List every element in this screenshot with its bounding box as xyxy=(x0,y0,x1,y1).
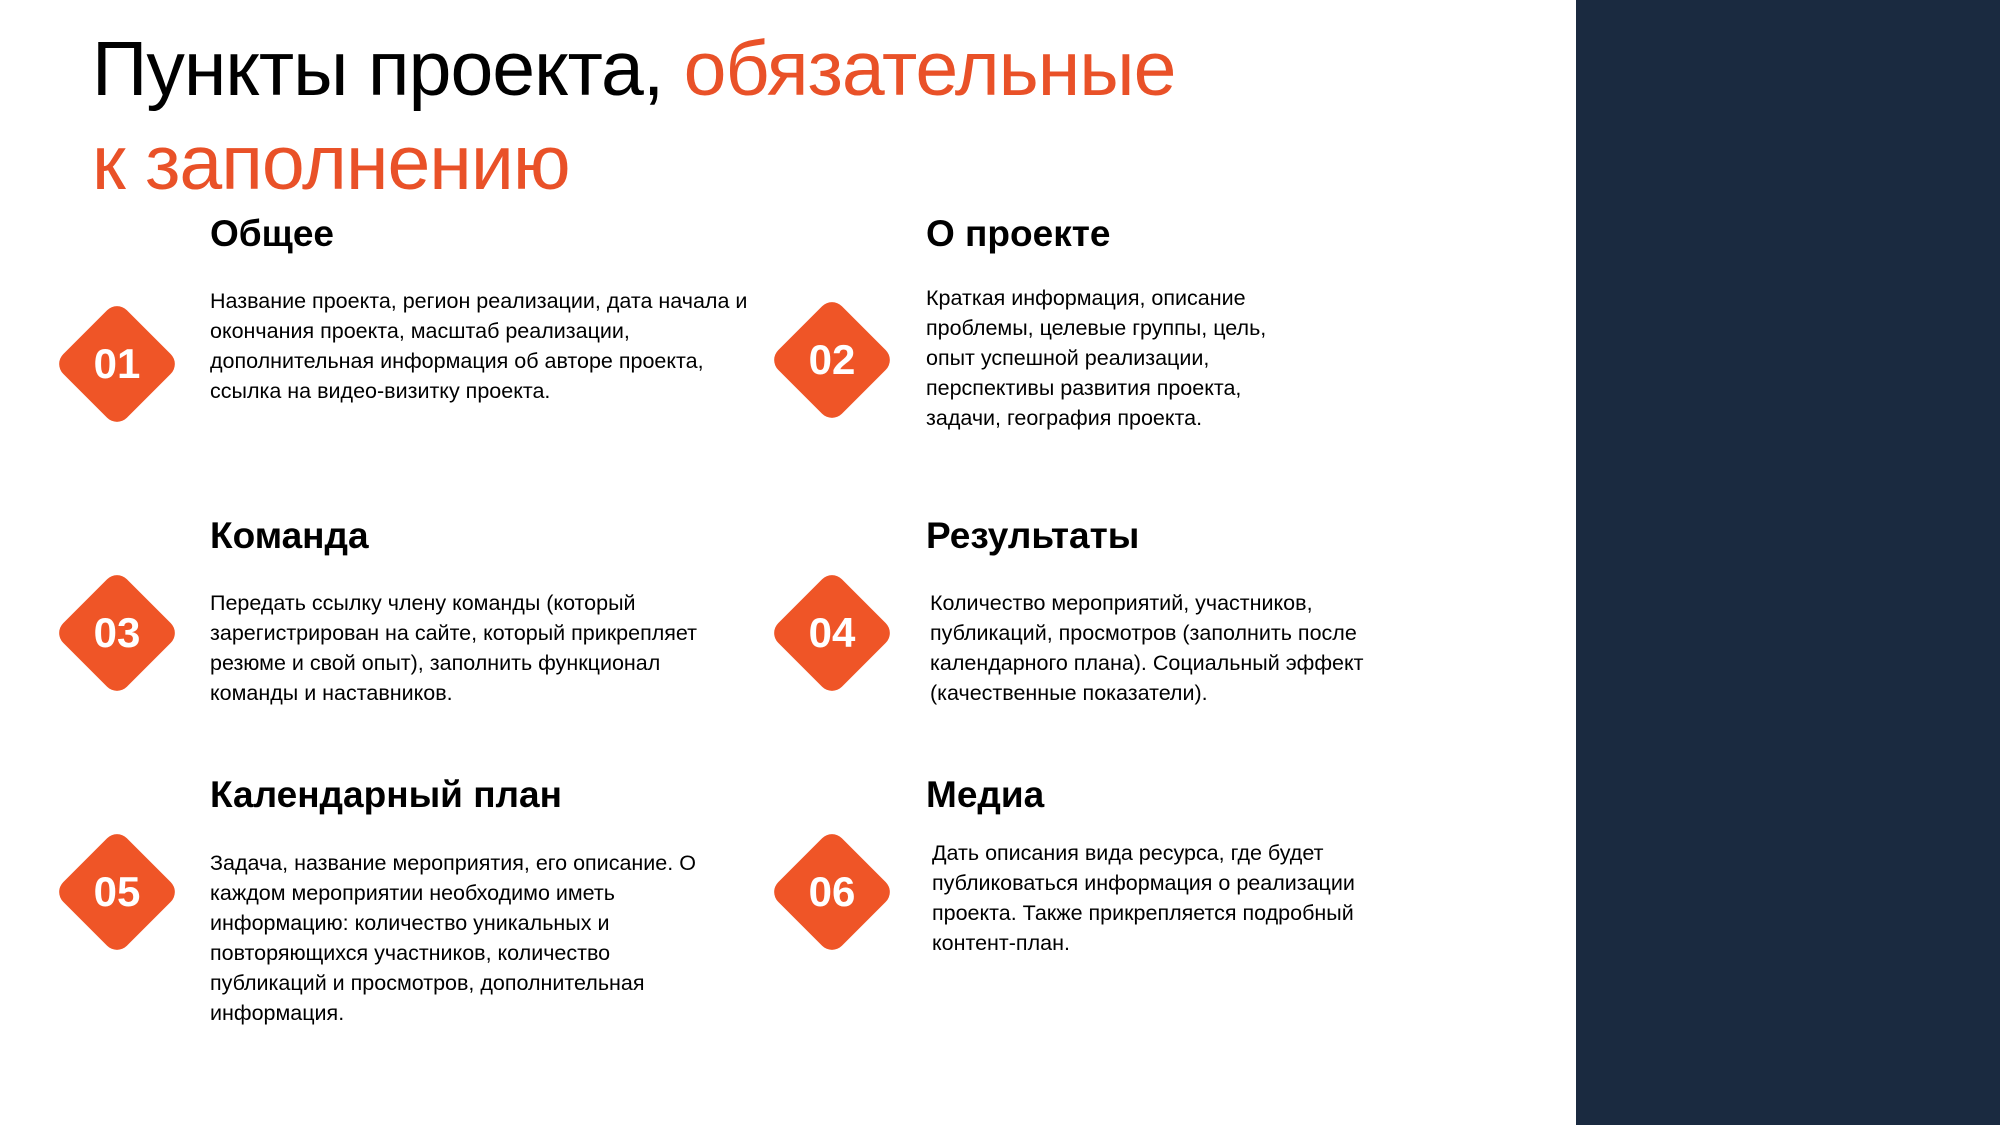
badge-number: 03 xyxy=(93,609,141,656)
badge-02 xyxy=(768,296,896,424)
item-heading: Медиа xyxy=(926,774,1045,815)
badge-03 xyxy=(53,569,181,697)
item-description: Дать описания вида ресурса, где будет публиковаться информация о реализации проекта. Также прикрепляется подробный контент-план. xyxy=(932,841,1355,955)
badge-number: 05 xyxy=(93,868,141,915)
item-heading: Общее xyxy=(210,213,335,254)
badge-05 xyxy=(53,828,181,956)
title-part-2: обязательные xyxy=(683,26,1176,112)
title-part-3: к заполнению xyxy=(92,120,570,206)
badge-number: 02 xyxy=(808,336,856,383)
item-heading: О проекте xyxy=(926,213,1111,254)
badge-06 xyxy=(768,828,896,956)
side-panel xyxy=(1576,0,2000,1125)
badge-number: 01 xyxy=(93,340,141,387)
item-description: Краткая информация, описание проблемы, целевые группы, цель, опыт успешной реализации, перспективы развития проекта, задачи, география проекта. xyxy=(926,286,1267,430)
badge-04 xyxy=(768,569,896,697)
title-part-1: Пункты проекта, xyxy=(92,26,684,112)
item-heading: Результаты xyxy=(926,515,1140,556)
item-heading: Команда xyxy=(210,515,369,556)
item-description: Количество мероприятий, участников, публикаций, просмотров (заполнить после календарного плана). Социальный эффект (качественные показатели). xyxy=(930,591,1364,705)
item-heading: Календарный план xyxy=(210,774,562,815)
badge-01 xyxy=(53,300,181,428)
badge-number: 06 xyxy=(808,868,856,915)
item-description: Задача, название мероприятия, его описание. О каждом мероприятии необходимо иметь информацию: количество уникальных и повторяющихся участников, количество публикаций и просмотров, дополнительная информация. xyxy=(210,851,696,1025)
badge-number: 04 xyxy=(808,609,856,656)
item-description: Передать ссылку члену команды (который зарегистрирован на сайте, который прикрепляет резюме и свой опыт), заполнить функционал команды и наставников. xyxy=(210,591,698,705)
item-description: Название проекта, регион реализации, дата начала и окончания проекта, масштаб реализации, дополнительная информация об авторе проекта, ссылка на видео-визитку проекта. xyxy=(210,289,748,403)
page-title xyxy=(92,22,1392,210)
